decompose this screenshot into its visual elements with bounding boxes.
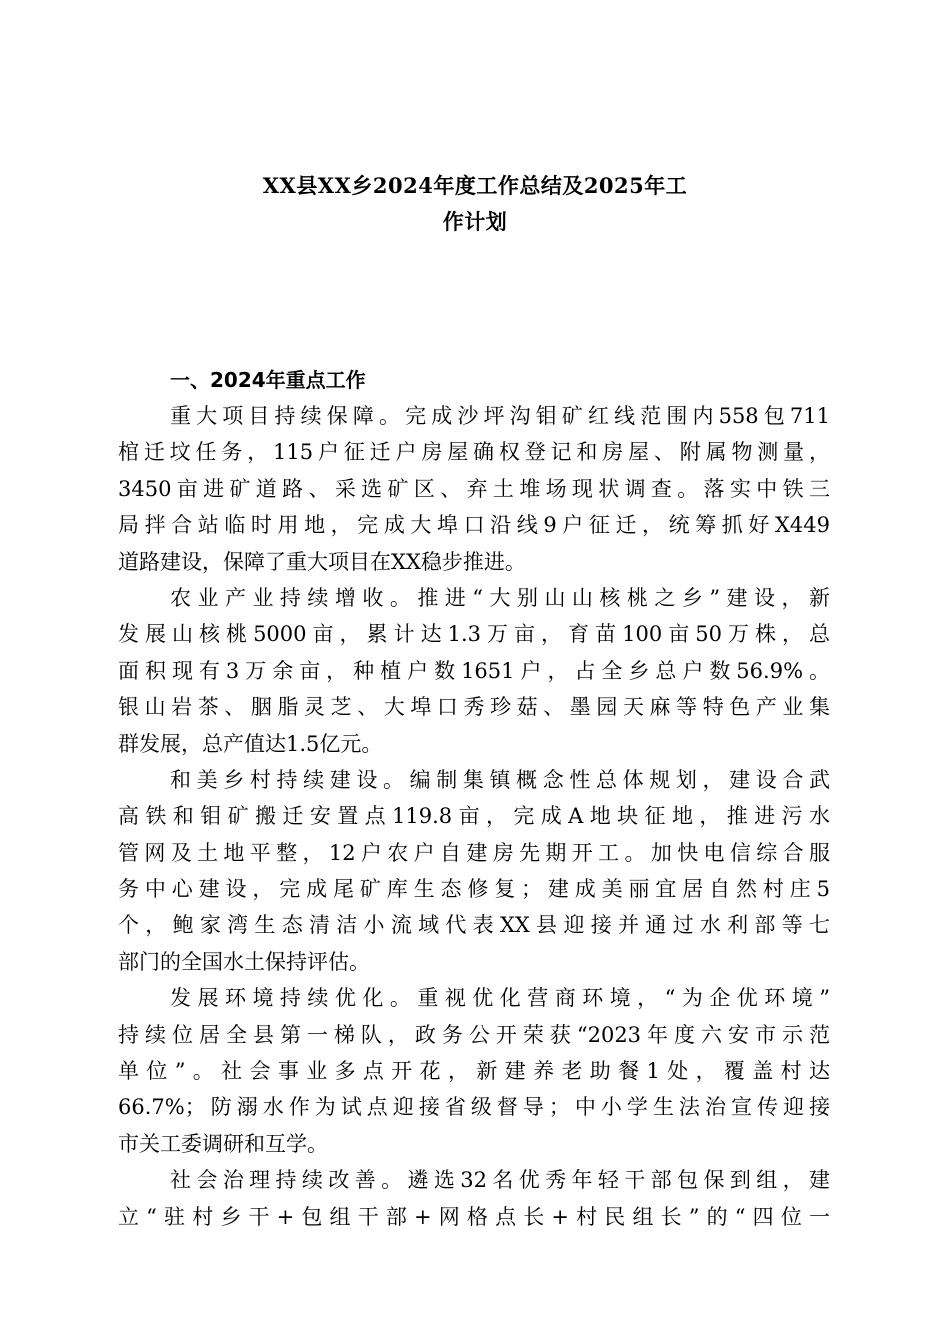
paragraph-line: 农业产业持续增收。推进“大别山山核桃之乡”建设，新 xyxy=(170,585,830,610)
paragraph-line: 道路建设，保障了重大项目在XX稳步推进。 xyxy=(118,549,526,574)
paragraph-line: 和美乡村持续建设。编制集镇概念性总体规划，建设合武 xyxy=(170,767,830,792)
paragraph-line: 棺迁坟任务，115户征迁户房屋确权登记和房屋、附属物测量， xyxy=(118,440,830,465)
paragraph-line: 发展环境持续优化。重视优化营商环境，“为企优环境” xyxy=(170,986,830,1011)
paragraph-major-projects xyxy=(118,398,830,580)
paragraph-line: 持续位居全县第一梯队，政务公开荣获“2023年度六安市示范 xyxy=(118,1022,830,1047)
paragraph-line: 务中心建设，完成尾矿库生态修复；建成美丽宜居自然村庄5 xyxy=(118,877,830,902)
paragraph-line: 群发展，总产值达1.5亿元。 xyxy=(118,731,383,756)
title-line: XX县XX乡2024年度工作总结及2025年工 xyxy=(262,173,688,198)
paragraph-rural-construction xyxy=(118,762,830,980)
paragraph-line: 高铁和钼矿搬迁安置点119.8亩，完成A地块征地，推进污水 xyxy=(118,804,830,829)
title-line: 作计划 xyxy=(442,209,508,235)
paragraph-line: 个，鲍家湾生态清洁小流域代表XX县迎接并通过水利部等七 xyxy=(118,913,830,938)
paragraph-environment xyxy=(118,980,830,1162)
paragraph-line: 局拌合站临时用地，完成大埠口沿线9户征迁，统筹抓好X449 xyxy=(118,513,830,538)
paragraph-line: 部门的全国水土保持评估。 xyxy=(118,949,370,974)
paragraph-line: 银山岩茶、胭脂灵芝、大埠口秀珍菇、墨园天麻等特色产业集 xyxy=(118,695,830,720)
document-title xyxy=(118,168,832,241)
paragraph-line: 社会治理持续改善。遴选32名优秀年轻干部包保到组，建 xyxy=(170,1168,830,1193)
paragraph-line: 重大项目持续保障。完成沙坪沟钼矿红线范围内558包711 xyxy=(170,404,830,428)
section-heading: 一、2024年重点工作 xyxy=(170,368,366,392)
paragraph-line: 管网及土地平整，12户农户自建房先期开工。加快电信综合服 xyxy=(118,840,830,865)
paragraph-governance xyxy=(118,1162,830,1235)
paragraph-line: 立“驻村乡干+包组干部+网格点长+村民组长”的“四位一 xyxy=(118,1204,830,1229)
paragraph-line: 发展山核桃5000亩，累计达1.3万亩，育苗100亩50万株，总 xyxy=(118,622,830,647)
paragraph-line: 市关工委调研和互学。 xyxy=(118,1131,328,1156)
paragraph-line: 面积现有3万余亩，种植户数1651户，占全乡总户数56.9%。 xyxy=(118,658,830,683)
paragraph-line: 单位”。社会事业多点开花，新建养老助餐1处，覆盖村达 xyxy=(118,1059,830,1084)
document-body xyxy=(118,362,830,1235)
paragraph-line: 66.7%；防溺水作为试点迎接省级督导；中小学生法治宣传迎接 xyxy=(118,1095,830,1120)
paragraph-line: 3450亩进矿道路、采选矿区、弃土堆场现状调查。落实中铁三 xyxy=(118,476,830,501)
paragraph-agriculture xyxy=(118,580,830,762)
